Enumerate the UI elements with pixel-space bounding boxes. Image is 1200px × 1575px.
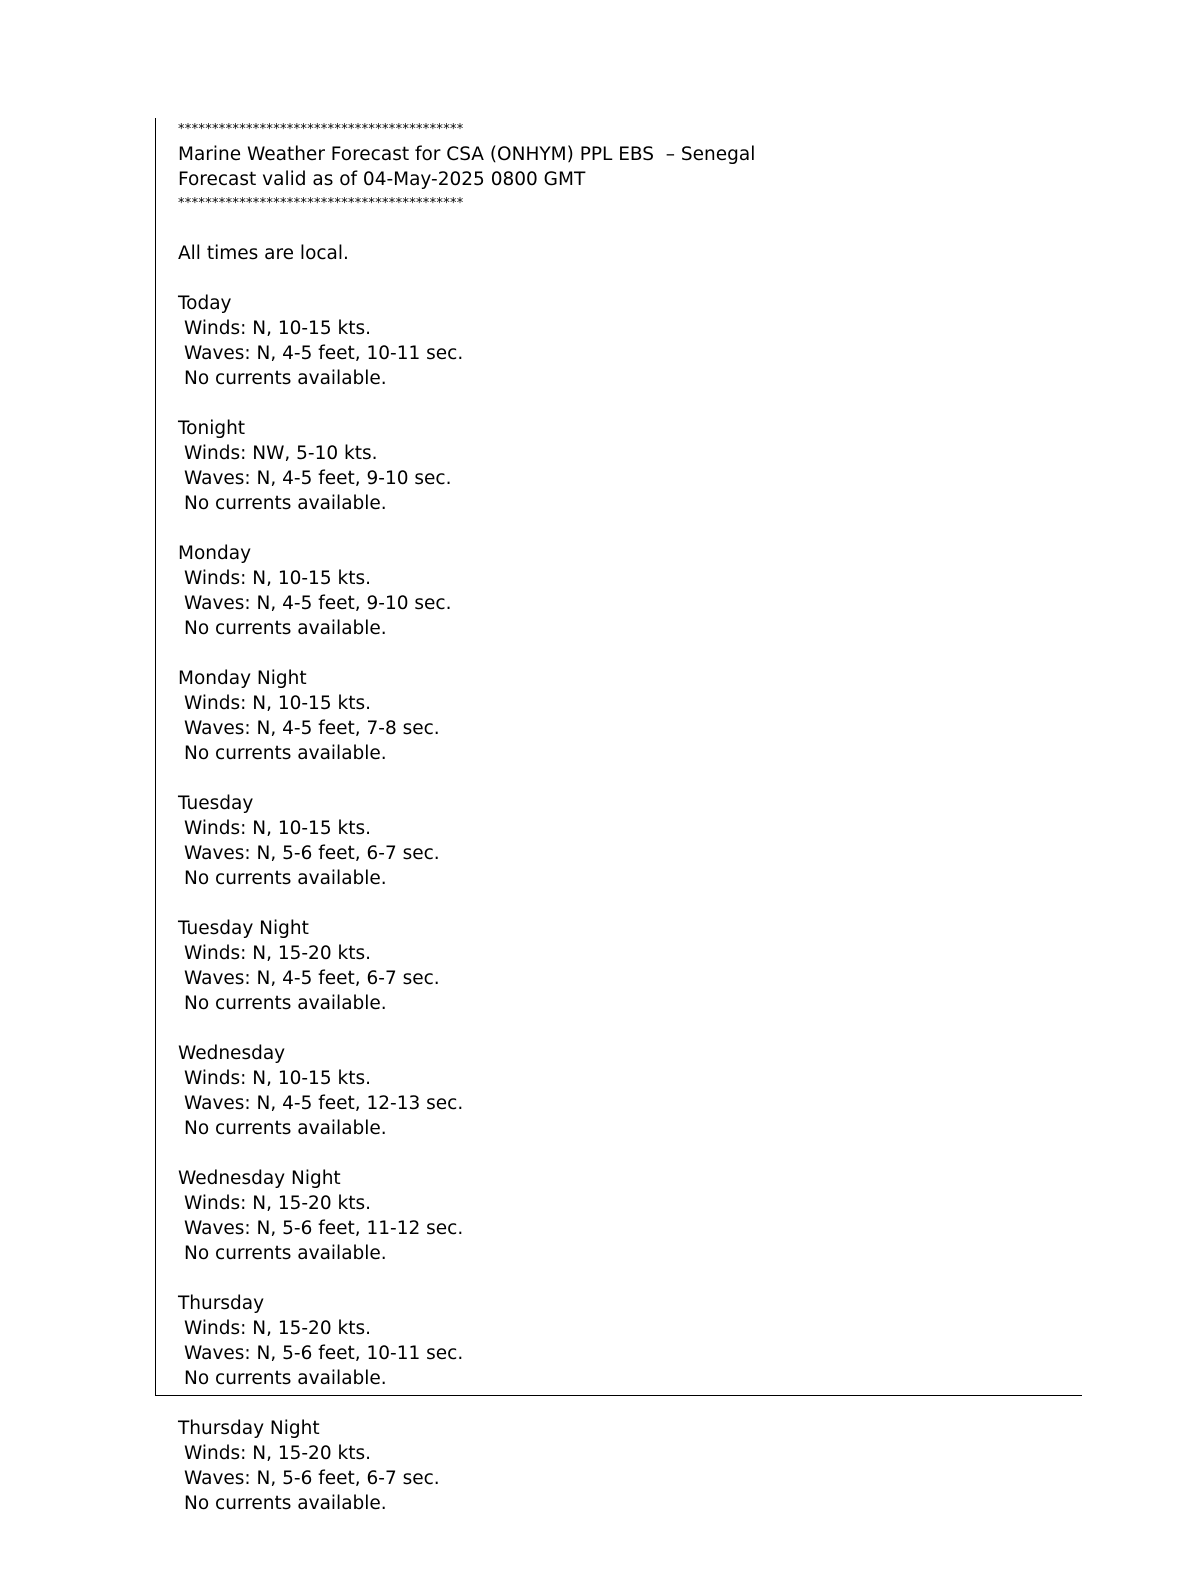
period-winds: Winds: N, 10-15 kts. (184, 568, 371, 589)
period-currents: No currents available. (184, 368, 387, 389)
period-name: Tonight (178, 418, 246, 439)
period-waves: Waves: N, 5-6 feet, 11-12 sec. (184, 1218, 464, 1239)
period-waves: Waves: N, 4-5 feet, 12-13 sec. (184, 1093, 464, 1114)
period-waves: Waves: N, 4-5 feet, 9-10 sec. (184, 468, 452, 489)
period-currents: No currents available. (184, 618, 387, 639)
period-name: Today (178, 293, 232, 314)
forecast-document (178, 118, 1058, 1516)
period-winds: Winds: NW, 5-10 kts. (184, 443, 378, 464)
forecast-period (178, 916, 1058, 1041)
period-name: Wednesday (178, 1043, 286, 1064)
period-winds: Winds: N, 10-15 kts. (184, 693, 371, 714)
forecast-header (178, 118, 1058, 216)
forecast-periods (178, 291, 1058, 1516)
period-waves: Waves: N, 4-5 feet, 6-7 sec. (184, 968, 440, 989)
spacer (178, 1141, 1058, 1166)
spacer (178, 641, 1058, 666)
period-name: Thursday Night (178, 1418, 320, 1439)
header-stars-top: ****************************************** (178, 122, 464, 137)
forecast-period (178, 291, 1058, 416)
period-waves: Waves: N, 5-6 feet, 6-7 sec. (184, 843, 440, 864)
period-winds: Winds: N, 15-20 kts. (184, 1193, 371, 1214)
time-note: All times are local. (178, 243, 349, 264)
period-winds: Winds: N, 15-20 kts. (184, 1443, 371, 1464)
spacer (178, 216, 1058, 241)
forecast-period (178, 1166, 1058, 1291)
period-currents: No currents available. (184, 1368, 387, 1389)
period-currents: No currents available. (184, 493, 387, 514)
period-name: Thursday (178, 1293, 265, 1314)
spacer (178, 766, 1058, 791)
period-name: Tuesday (178, 793, 254, 814)
period-name: Wednesday Night (178, 1168, 341, 1189)
period-winds: Winds: N, 15-20 kts. (184, 943, 371, 964)
forecast-period (178, 1041, 1058, 1166)
spacer (178, 266, 1058, 291)
spacer (178, 891, 1058, 916)
forecast-period (178, 1291, 1058, 1416)
period-waves: Waves: N, 5-6 feet, 6-7 sec. (184, 1468, 440, 1489)
period-name: Tuesday Night (178, 918, 309, 939)
period-currents: No currents available. (184, 868, 387, 889)
period-waves: Waves: N, 4-5 feet, 7-8 sec. (184, 718, 440, 739)
spacer (178, 391, 1058, 416)
period-currents: No currents available. (184, 993, 387, 1014)
forecast-title: Marine Weather Forecast for CSA (ONHYM) PPL EBS – Senegal (178, 144, 756, 165)
forecast-period (178, 1416, 1058, 1516)
period-waves: Waves: N, 5-6 feet, 10-11 sec. (184, 1343, 464, 1364)
period-currents: No currents available. (184, 743, 387, 764)
period-name: Monday (178, 543, 252, 564)
period-waves: Waves: N, 4-5 feet, 9-10 sec. (184, 593, 452, 614)
forecast-period (178, 666, 1058, 791)
spacer (178, 516, 1058, 541)
spacer (178, 1391, 1058, 1416)
left-border-line (155, 118, 156, 1396)
forecast-period (178, 541, 1058, 666)
period-winds: Winds: N, 10-15 kts. (184, 818, 371, 839)
period-name: Monday Night (178, 668, 307, 689)
spacer (178, 1016, 1058, 1041)
period-currents: No currents available. (184, 1493, 387, 1514)
header-stars-bottom: ****************************************** (178, 196, 464, 211)
spacer (178, 1266, 1058, 1291)
period-winds: Winds: N, 10-15 kts. (184, 1068, 371, 1089)
period-waves: Waves: N, 4-5 feet, 10-11 sec. (184, 343, 464, 364)
period-winds: Winds: N, 10-15 kts. (184, 318, 371, 339)
forecast-period (178, 791, 1058, 916)
period-currents: No currents available. (184, 1243, 387, 1264)
forecast-valid-time: Forecast valid as of 04-May-2025 0800 GMT (178, 169, 586, 190)
period-winds: Winds: N, 15-20 kts. (184, 1318, 371, 1339)
period-currents: No currents available. (184, 1118, 387, 1139)
forecast-period (178, 416, 1058, 541)
